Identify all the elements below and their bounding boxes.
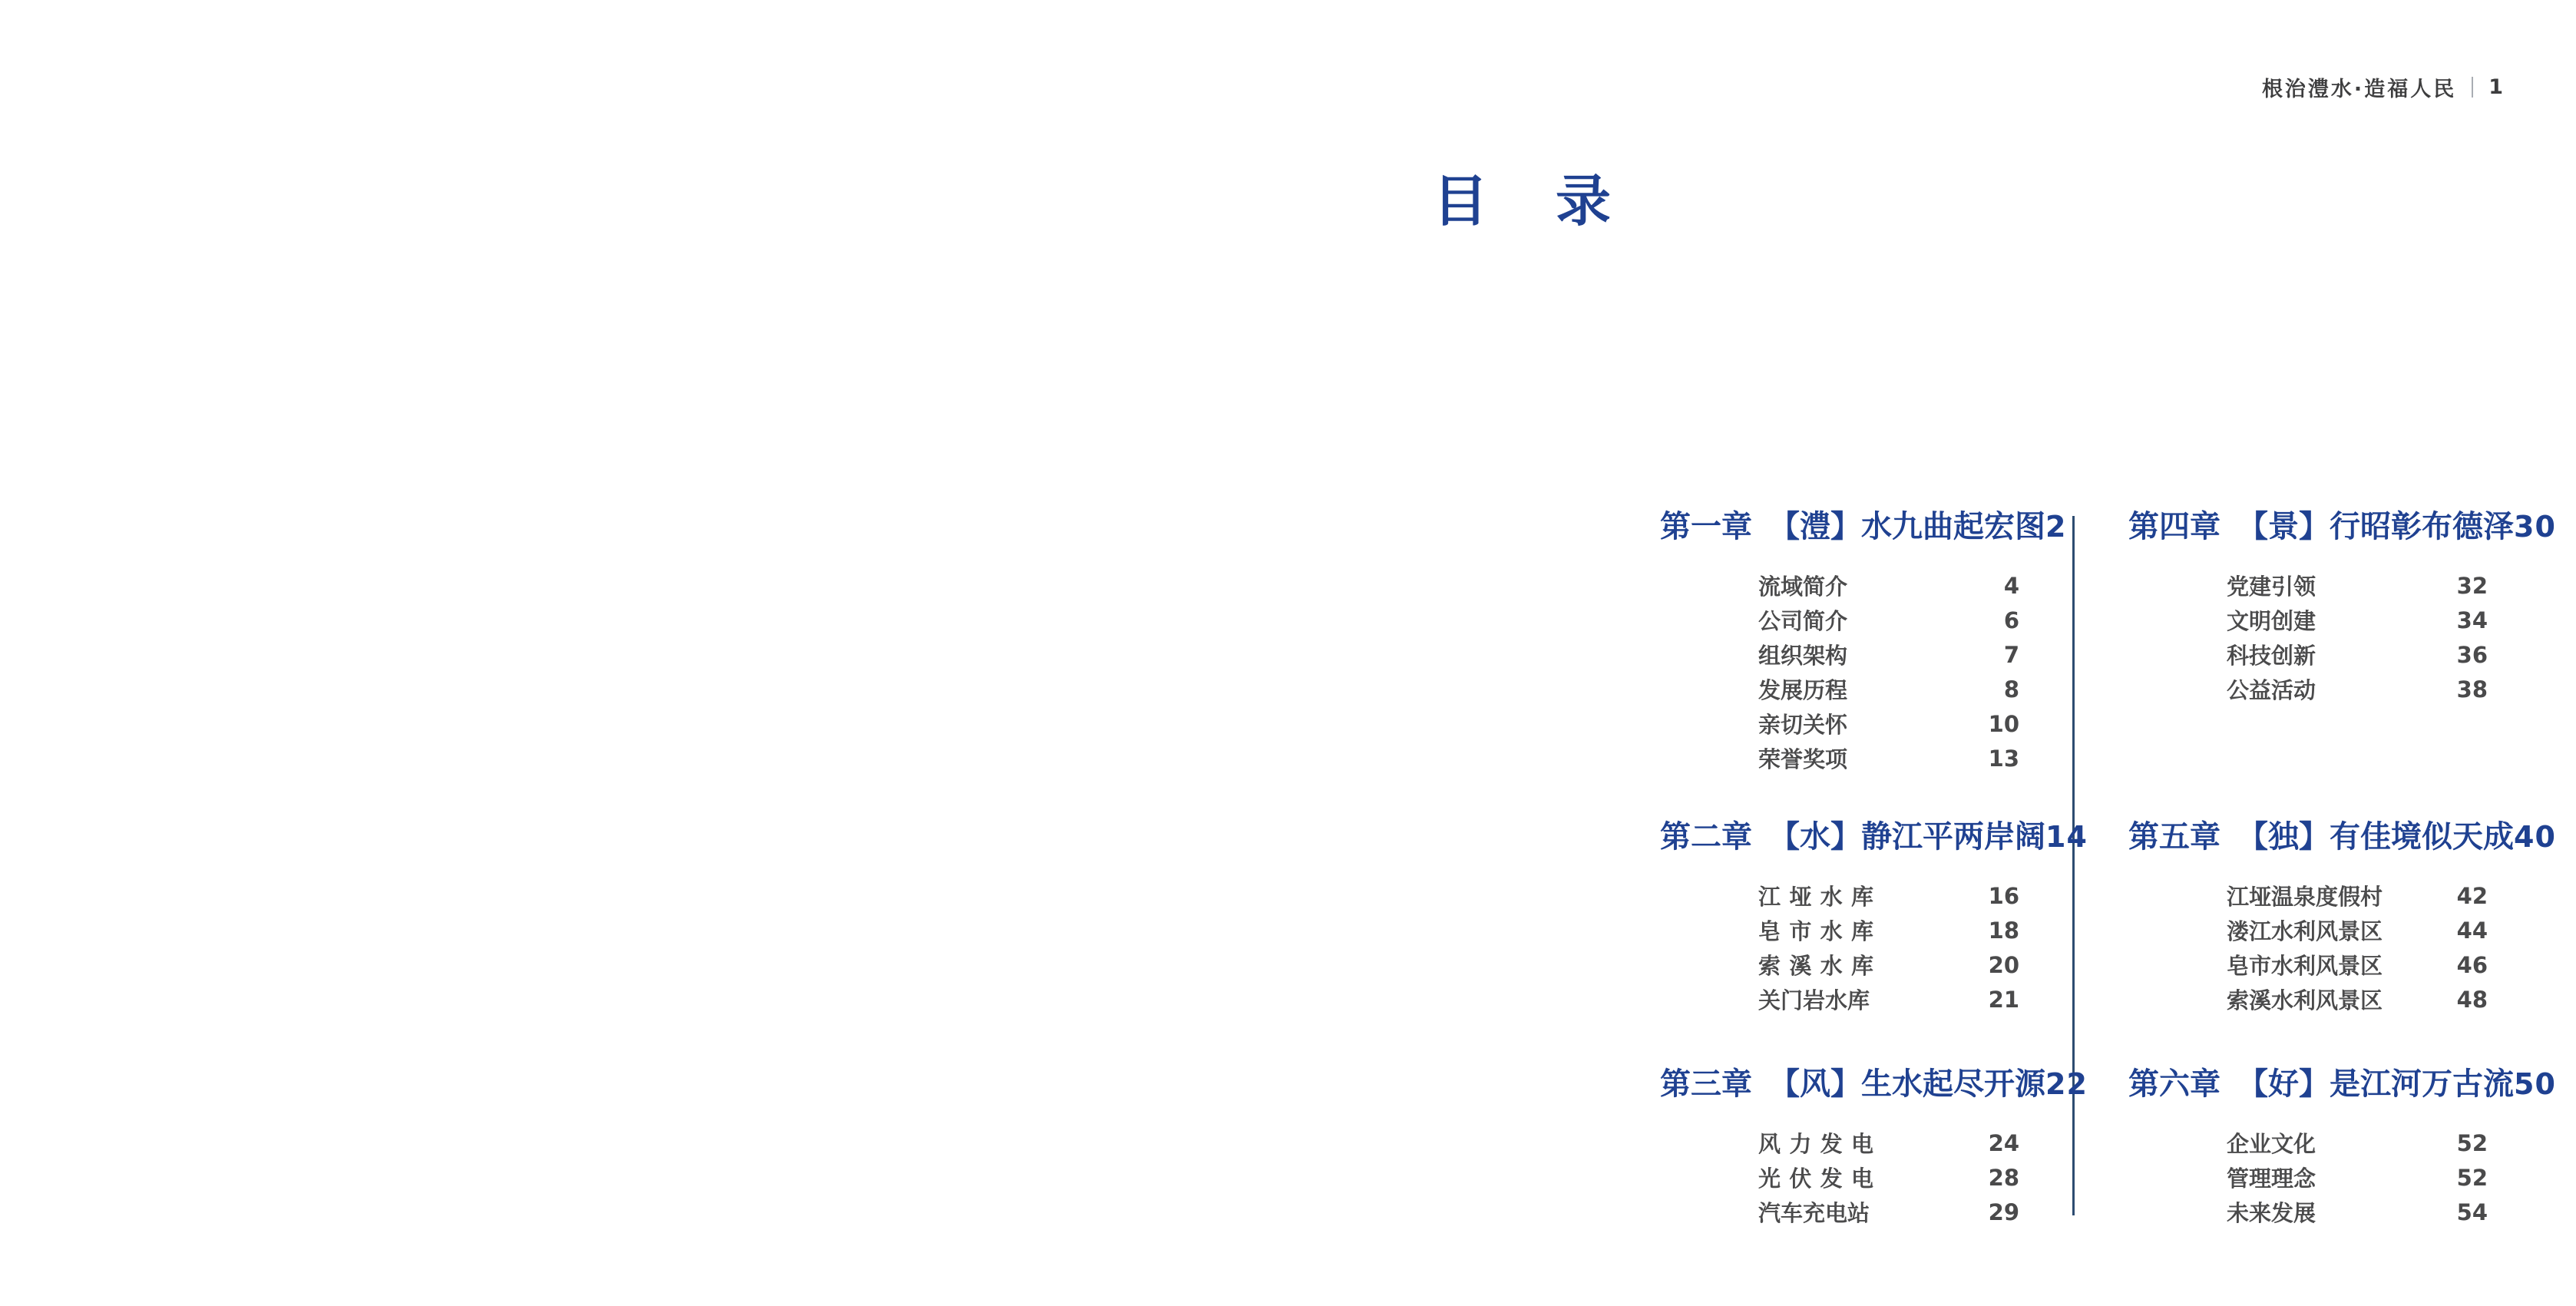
toc-entry[interactable] (2227, 1160, 2488, 1195)
toc-entry[interactable] (1758, 672, 2019, 706)
running-header (2262, 72, 2503, 102)
toc-entry[interactable] (1758, 568, 2019, 603)
entry-label: 索溪水利风景区 (2227, 987, 2383, 1013)
entry-page-number: 54 (2456, 1199, 2488, 1225)
chapter-items (2128, 568, 2488, 706)
entry-page-number: 4 (2003, 572, 2019, 599)
entry-label: 党建引领 (2227, 574, 2316, 600)
entry-page-number: 32 (2456, 572, 2488, 599)
entry-page-number: 29 (1988, 1199, 2019, 1225)
toc-entry[interactable] (2227, 603, 2488, 637)
entry-page-number: 18 (1988, 917, 2019, 944)
chapter-block-5 (2128, 818, 2556, 1017)
entry-label: 文明创建 (2227, 608, 2316, 634)
chapter-number: 第二章 (1660, 819, 1752, 855)
toc-entry[interactable] (2227, 947, 2488, 982)
toc-chapter-heading[interactable] (1660, 818, 2088, 855)
toc-entry[interactable] (1758, 878, 2019, 913)
toc-entry[interactable] (1758, 637, 2019, 672)
entry-page-number: 34 (2456, 607, 2488, 633)
toc-entry[interactable] (1758, 1126, 2019, 1160)
entry-page-number: 8 (2003, 676, 2019, 703)
entry-label: 流域简介 (1758, 574, 1848, 600)
entry-page-number: 48 (2456, 986, 2488, 1013)
entry-page-number: 44 (2456, 917, 2488, 944)
entry-page-number: 46 (2456, 951, 2488, 978)
entry-label: 公司简介 (1758, 608, 1848, 634)
toc-entry[interactable] (2227, 982, 2488, 1017)
chapter-title: 【独】有佳境似天成 (2237, 819, 2514, 855)
toc-entry[interactable] (1758, 913, 2019, 947)
chapter-number: 第四章 (2128, 509, 2221, 544)
toc-entry[interactable] (1758, 706, 2019, 741)
chapter-block-2 (1660, 818, 2088, 1017)
toc-entry[interactable] (1758, 982, 2019, 1017)
entry-page-number: 28 (1988, 1164, 2019, 1191)
chapter-title: 【澧】水九曲起宏图 (1769, 509, 2045, 544)
entry-label: 江垭温泉度假村 (2227, 884, 2383, 910)
chapter-page-number: 40 (2514, 820, 2556, 854)
entry-page-number: 21 (1988, 986, 2019, 1013)
entry-label: 亲切关怀 (1758, 712, 1848, 738)
toc-entry[interactable] (2227, 1126, 2488, 1160)
entry-label: 组织架构 (1758, 643, 1848, 669)
entry-label: 风力发电 (1758, 1131, 1873, 1157)
entry-page-number: 20 (1988, 951, 2019, 978)
entry-label: 荣誉奖项 (1758, 746, 1848, 772)
toc-entry[interactable] (2227, 1195, 2488, 1229)
chapter-items (1660, 1126, 2019, 1229)
chapter-items (1660, 878, 2019, 1017)
entry-label: 未来发展 (2227, 1200, 2316, 1226)
chapter-title: 【好】是江河万古流 (2237, 1066, 2514, 1102)
chapter-number: 第五章 (2128, 819, 2221, 855)
chapter-block-1 (1660, 508, 2067, 775)
chapter-items (2128, 1126, 2488, 1229)
chapter-number: 第三章 (1660, 1066, 1752, 1102)
entry-page-number: 10 (1988, 710, 2019, 737)
entry-label: 溇江水利风景区 (2227, 918, 2383, 944)
chapter-number: 第一章 (1660, 509, 1752, 544)
toc-chapter-heading[interactable] (2128, 818, 2556, 855)
entry-label: 发展历程 (1758, 677, 1848, 703)
toc-entry[interactable] (2227, 913, 2488, 947)
entry-label: 皂市水库 (1758, 918, 1873, 944)
entry-page-number: 24 (1988, 1129, 2019, 1156)
chapter-block-3 (1660, 1066, 2088, 1229)
entry-page-number: 38 (2456, 676, 2488, 703)
entry-label: 公益活动 (2227, 677, 2316, 703)
entry-label: 光伏发电 (1758, 1165, 1873, 1192)
chapter-items (2128, 878, 2488, 1017)
chapter-items (1660, 568, 2019, 775)
chapter-block-6 (2128, 1066, 2556, 1229)
chapter-title: 【景】行昭彰布德泽 (2237, 509, 2514, 544)
entry-page-number: 16 (1988, 882, 2019, 909)
entry-label: 科技创新 (2227, 643, 2316, 669)
toc-entry[interactable] (2227, 637, 2488, 672)
toc-chapter-heading[interactable] (2128, 508, 2556, 545)
toc-entry[interactable] (1758, 741, 2019, 775)
toc-entry[interactable] (2227, 672, 2488, 706)
chapter-title: 【水】静江平两岸阔 (1769, 819, 2045, 855)
entry-page-number: 7 (2003, 641, 2019, 668)
entry-label: 企业文化 (2227, 1131, 2316, 1157)
toc-entry[interactable] (2227, 568, 2488, 603)
toc-chapter-heading[interactable] (1660, 508, 2067, 545)
toc-entry[interactable] (1758, 603, 2019, 637)
entry-page-number: 36 (2456, 641, 2488, 668)
entry-label: 江垭水库 (1758, 884, 1873, 910)
toc-entry[interactable] (2227, 878, 2488, 913)
chapter-title: 【风】生水起尽开源 (1769, 1066, 2045, 1102)
chapter-page-number: 50 (2514, 1067, 2556, 1101)
toc-entry[interactable] (1758, 1160, 2019, 1195)
chapter-page-number: 22 (2045, 1067, 2088, 1101)
header-page-number: 1 (2488, 75, 2503, 99)
chapter-page-number: 14 (2045, 820, 2088, 854)
toc-chapter-heading[interactable] (1660, 1066, 2088, 1103)
toc-chapter-heading[interactable] (2128, 1066, 2556, 1103)
header-slogan: 根治澧水·造福人民 (2261, 78, 2457, 101)
entry-page-number: 52 (2456, 1129, 2488, 1156)
chapter-page-number: 30 (2514, 510, 2556, 544)
entry-label: 索溪水库 (1758, 953, 1873, 979)
column-divider-line (2072, 516, 2075, 1215)
chapter-page-number: 2 (2045, 510, 2067, 544)
entry-label: 汽车充电站 (1758, 1200, 1870, 1226)
header-divider (2472, 77, 2473, 98)
entry-page-number: 42 (2456, 882, 2488, 909)
entry-page-number: 52 (2456, 1164, 2488, 1191)
chapter-block-4 (2128, 508, 2556, 706)
toc-entry[interactable] (1758, 947, 2019, 982)
page-title: 目 录 (1433, 169, 1618, 233)
entry-page-number: 6 (2003, 607, 2019, 633)
entry-label: 管理理念 (2227, 1165, 2316, 1192)
toc-entry[interactable] (1758, 1195, 2019, 1229)
chapter-number: 第六章 (2128, 1066, 2221, 1102)
entry-page-number: 13 (1988, 745, 2019, 772)
entry-label: 关门岩水库 (1758, 987, 1870, 1013)
entry-label: 皂市水利风景区 (2227, 953, 2383, 979)
